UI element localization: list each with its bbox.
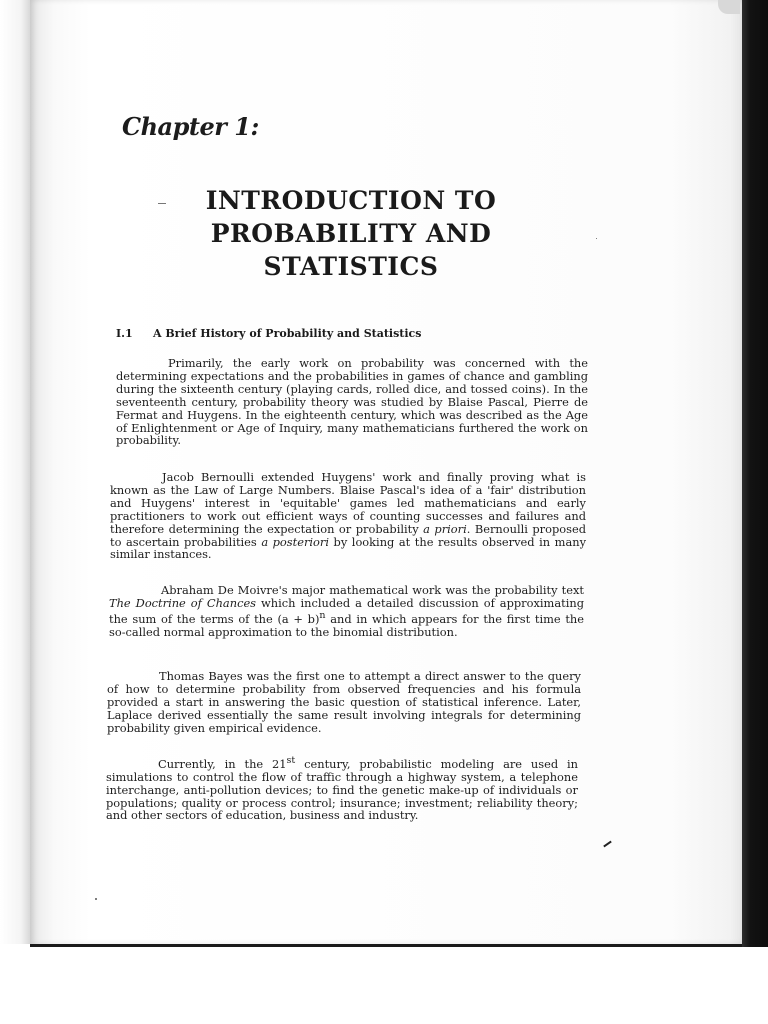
page-gutter-shadow xyxy=(0,0,30,944)
paragraph-text: Abraham De Moivre's major mathematical work was the probability text xyxy=(161,583,584,597)
paragraph-text: Jacob Bernoulli extended Huygens' work and finally proving what is known as the Law of Large Numbers. Blaise Pascal's idea of a 'fair' distribution and Huygens' interest in 'equitable' games led mathematicians and early practitioners to work out efficient ways of counting successes and failures and therefore determining the expectation or probability xyxy=(110,470,586,536)
paragraph-de-moivre xyxy=(109,584,584,638)
page-corner xyxy=(718,0,740,14)
section-number: I.1 xyxy=(116,327,133,340)
superscript-st: st xyxy=(286,755,296,766)
italic-term-a-posteriori: a posteriori xyxy=(261,534,329,549)
paragraph-modern-use xyxy=(106,755,578,822)
book-title-doctrine-of-chances: The Doctrine of Chances xyxy=(109,595,257,610)
chapter-title xyxy=(150,184,552,283)
paragraph-text: by looking at the results observed in many similar instances. xyxy=(110,534,587,562)
paragraph-text: and in which appears for the first time the so-called normal approximation to the binomial distribution. xyxy=(109,611,585,639)
superscript-n: n xyxy=(319,609,326,621)
scan-speck xyxy=(95,898,97,900)
chapter-label: Chapter 1: xyxy=(122,112,259,141)
italic-term-a-priori: a priori xyxy=(423,521,467,536)
paragraph-bernoulli xyxy=(110,471,586,561)
scan-speck xyxy=(596,238,597,239)
scan-bottom-margin xyxy=(0,947,768,1024)
paragraph-bayes: Thomas Bayes was the first one to attempt a direct answer to the query of how to determine probability from observed frequencies and his formula provided a start in answering the basic question of statistical inference. Later, Laplace derived essentially the same result involving integrals for determining probability given empirical evidence. xyxy=(107,669,581,735)
section-heading xyxy=(116,327,421,340)
paragraph-text: which included a detailed discussion of approximating the sum of the terms of the (a + b) xyxy=(109,595,584,626)
paragraph-text: Currently, in the 21 xyxy=(158,756,287,771)
book-edge-shadow xyxy=(738,0,768,950)
chapter-title-line: INTRODUCTION TO xyxy=(205,186,497,215)
chapter-title-line: STATISTICS xyxy=(263,252,439,281)
chapter-title-line: PROBABILITY AND xyxy=(210,219,492,248)
paragraph-text: century, probabilistic modeling are used in simulations to control the flow of traffic through a highway system, a telephone interchange, anti-pollution devices; to find the genetic make-up of individuals or populations; quality or process control; insurance; investment; reliability theory; and other sectors of education, business and industry. xyxy=(106,756,578,823)
paragraph-text: . Bernoulli proposed to ascertain probabilities xyxy=(110,521,586,549)
paragraph-early-work: Primarily, the early work on probability was concerned with the determining expectations and the probabilities in games of chance and gambling during the sixteenth century (playing cards, rolled dice, and tossed coins). In the seventeenth century, probability theory was studied by Blaise Pascal, Pierre de Fermat and Huygens. In the eighteenth century, which was described as the Age of Enlightenment or Age of Inquiry, many mathematicians furthered the work on probability. xyxy=(116,356,588,448)
section-title: A Brief History of Probability and Statistics xyxy=(153,327,422,340)
